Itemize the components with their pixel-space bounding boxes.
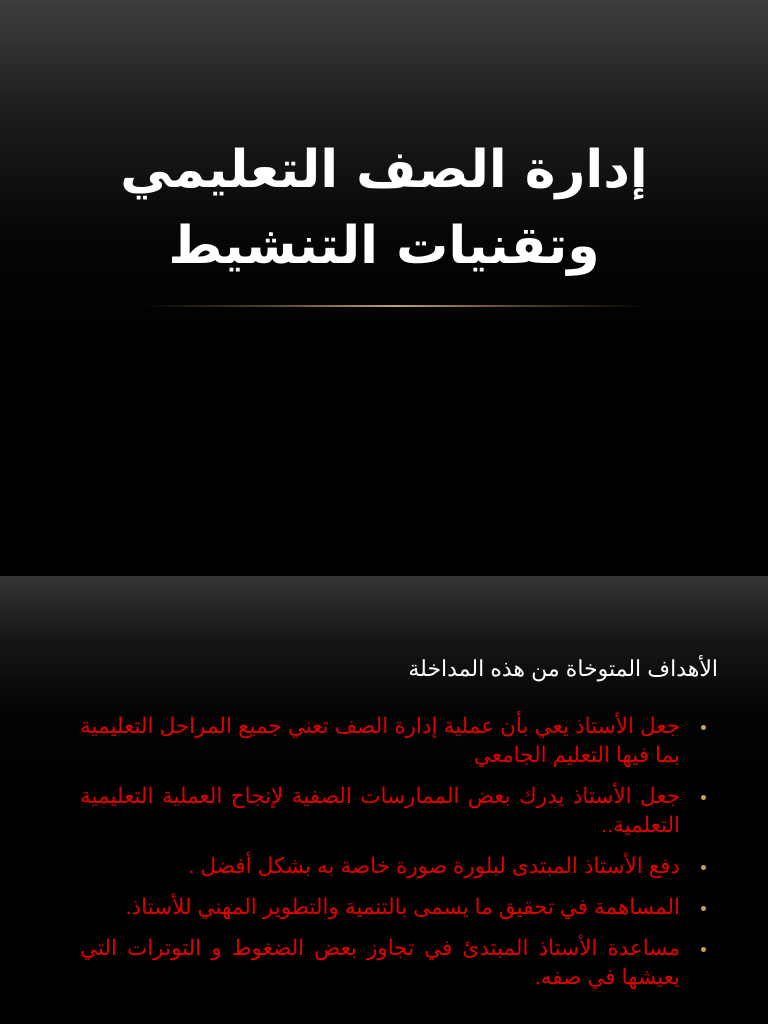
list-item-text: دفع الأستاذ المبتدى لبلورة صورة خاصة به بشكل أفضل . [188,854,680,878]
objectives-heading: الأهداف المتوخاة من هذه المداخلة [408,656,718,681]
title-line-1: إدارة الصف التعليمي [120,140,648,200]
list-item-text: جعل الأستاذ يدرك بعض الممارسات الصفية لإنجاح العملية التعليمية التعلمية.. [80,784,680,837]
list-item-text: المساهمة في تحقيق ما يسمى بالتنمية والتطوير المهني للأستاذ. [125,895,680,919]
bullet-dot-icon [701,795,706,800]
list-item-text: جعل الأستاذ يعي بأن عملية إدارة الصف تعني جميع المراحل التعليمية بما فيها التعليم الجامعي [80,714,680,767]
list-item [80,893,710,922]
title-line-2: وتقنيات التنشيط [168,216,600,276]
objectives-slide [0,576,768,1024]
title-divider [140,305,650,307]
list-item [80,852,710,881]
slide-title [60,132,708,284]
list-item [80,934,710,992]
list-item [80,712,710,770]
objectives-list [80,712,710,1004]
list-item-text: مساعدة الأستاذ المبتدئ في تجاوز بعض الضغوط و التوترات التي يعيشها في صفه. [80,936,680,989]
bullet-dot-icon [701,906,706,911]
list-item [80,782,710,840]
bullet-dot-icon [701,865,706,870]
bullet-dot-icon [701,725,706,730]
bullet-dot-icon [701,947,706,952]
